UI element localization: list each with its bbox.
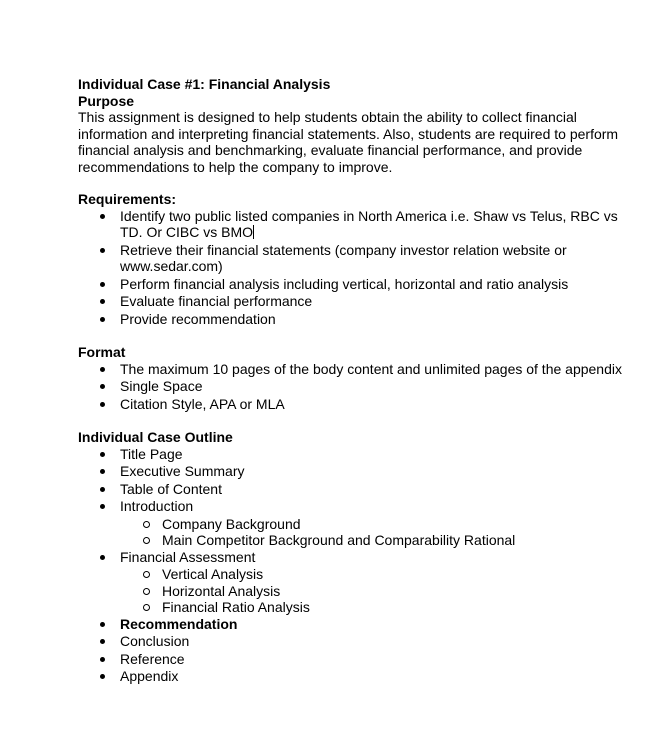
sub-list-item: Company Background xyxy=(78,516,628,533)
list-item: Retrieve their financial statements (company investor relation website or www.sedar.com) xyxy=(78,242,628,275)
list-item: The maximum 10 pages of the body content and unlimited pages of the appendix xyxy=(78,361,628,378)
list-item: Appendix xyxy=(78,668,628,685)
requirements-list xyxy=(78,208,628,328)
purpose-heading: Purpose xyxy=(78,92,135,109)
list-item: Reference xyxy=(78,651,628,668)
list-item: Perform financial analysis including vertical, horizontal and ratio analysis xyxy=(78,276,628,293)
list-item: Single Space xyxy=(78,378,628,395)
text-cursor xyxy=(253,225,254,239)
sub-list-item: Main Competitor Background and Comparability Rational xyxy=(78,532,628,549)
list-item: Conclusion xyxy=(78,633,628,650)
list-item: Evaluate financial performance xyxy=(78,293,628,310)
requirements-heading: Requirements: xyxy=(78,191,177,207)
outline-list xyxy=(78,446,628,685)
list-item: Citation Style, APA or MLA xyxy=(78,396,628,413)
outline-heading: Individual Case Outline xyxy=(78,429,233,445)
list-item: Identify two public listed companies in North America i.e. Shaw vs Telus, RBC vs TD. Or CIBC vs BMO xyxy=(78,208,628,241)
document-title: Individual Case #1: Financial Analysis xyxy=(78,76,331,92)
sub-list-item: Horizontal Analysis xyxy=(78,583,628,600)
list-item: Introduction xyxy=(78,498,628,515)
format-heading: Format xyxy=(78,344,126,360)
list-item: Recommendation xyxy=(78,616,628,633)
purpose-text: This assignment is designed to help students obtain the ability to collect financial information and interpreting financial statements. Also, students are required to perform financial analysis and benchmarking, evaluate financial performance, and provide recommendations to help the company to improve. xyxy=(78,109,619,175)
sub-list-item: Financial Ratio Analysis xyxy=(78,599,628,616)
document-body[interactable] xyxy=(78,76,628,686)
list-item: Title Page xyxy=(78,446,628,463)
list-item: Provide recommendation xyxy=(78,311,628,328)
format-list xyxy=(78,361,628,413)
list-item: Executive Summary xyxy=(78,463,628,480)
list-item: Financial Assessment xyxy=(78,549,628,566)
list-item: Table of Content xyxy=(78,481,628,498)
sub-list-item: Vertical Analysis xyxy=(78,566,628,583)
